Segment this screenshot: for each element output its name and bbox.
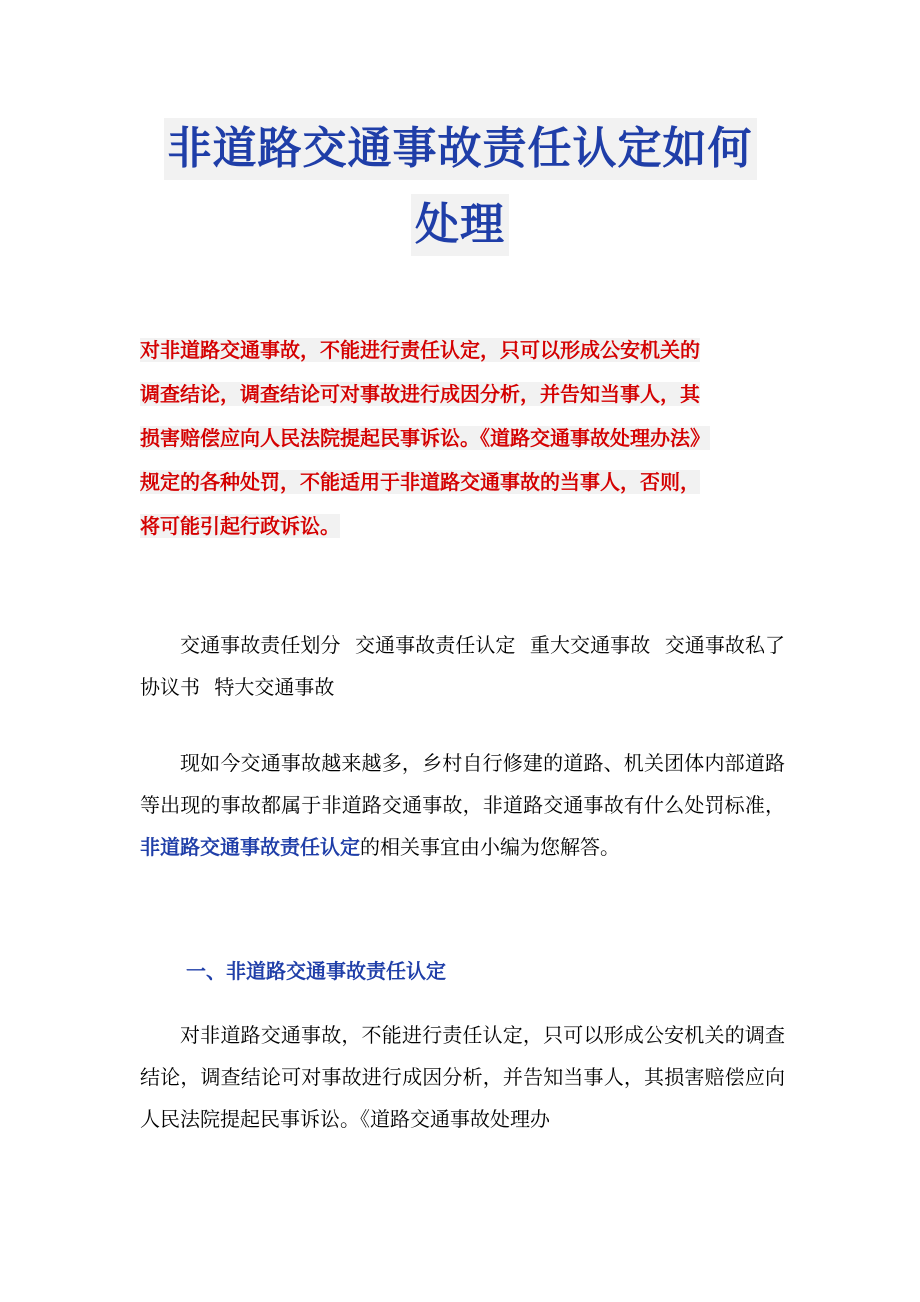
summary-line: 调查结论，调查结论可对事故进行成因分析，并告知当事人，其 [140,382,700,406]
summary-line: 规定的各种处罚，不能适用于非道路交通事故的当事人，否则， [140,470,700,494]
tag-list [140,624,785,708]
summary-paragraph [140,328,795,548]
section-heading: 一、非道路交通事故责任认定 [186,959,446,983]
tag-item[interactable]: 交通事故责任认定 [354,633,516,657]
intro-text: 现如今交通事故越来越多，乡村自行修建的道路、机关团体内部道路等出现的事故都属于非道路交通事故，非道路交通事故有什么处罚标准， [140,751,785,817]
summary-line: 对非道路交通事故，不能进行责任认定，只可以形成公安机关的 [140,338,700,362]
intro-paragraph [140,742,785,868]
tag-item[interactable]: 交通事故责任划分 [180,633,341,657]
article-link[interactable]: 非道路交通事故责任认定 [140,835,360,859]
page-title [0,118,920,256]
title-line-2: 处理 [411,194,509,256]
summary-line: 损害赔偿应向人民法院提起民事诉讼。《道路交通事故处理办法》 [140,426,710,450]
tag-item[interactable]: 重大交通事故 [529,633,651,657]
summary-line: 将可能引起行政诉讼。 [140,514,340,538]
tag-item[interactable]: 特大交通事故 [214,675,335,699]
tag-item[interactable]: 交通事故私了协议书 [140,633,786,699]
section-paragraph: 对非道路交通事故，不能进行责任认定，只可以形成公安机关的调查结论，调查结论可对事故进行成因分析，并告知当事人，其损害赔偿应向人民法院提起民事诉讼。《道路交通事故处理办 [140,1023,785,1131]
intro-text-end: 的相关事宜由小编为您解答。 [360,835,620,859]
title-line-1: 非道路交通事故责任认定如何 [164,118,757,180]
